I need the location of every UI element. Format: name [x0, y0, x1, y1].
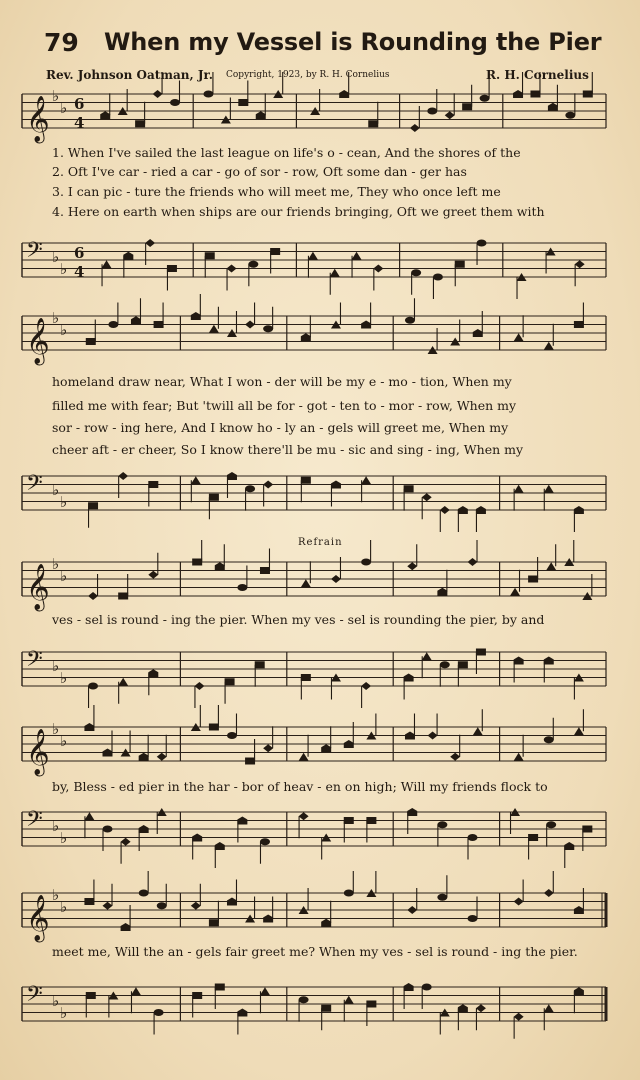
note-head [544, 1004, 554, 1012]
treble-clef-icon: 𝄞 [26, 96, 50, 142]
note-head [344, 996, 354, 1004]
hymn-number: 79 [44, 28, 79, 57]
words-credit: Rev. Johnson Oatman, Jr. [46, 68, 213, 82]
flat-icon: ♭ [60, 493, 68, 511]
refrain-label: Refrain [298, 537, 343, 548]
flat-icon: ♭ [52, 657, 60, 675]
time-signature-top: 6 [74, 244, 85, 262]
bass-clef-icon: 𝄢 [26, 982, 43, 1012]
lyric-verse-4: 4. Here on earth when ships are our friends bringing, Oft we greet them with [52, 204, 545, 219]
lyric-verse-4-line-2: cheer aft - er cheer, So I know there'll be mu - sic and sing - ing, When my [52, 442, 524, 457]
note-head [458, 1004, 468, 1012]
treble-clef-icon: 𝄞 [26, 564, 50, 610]
note-head [86, 992, 96, 999]
flat-icon: ♭ [60, 99, 68, 117]
lyric-verse-2: 2. Oft I've car - ried a car - go of sor - row, Oft some dan - ger has [52, 164, 467, 179]
flat-icon: ♭ [60, 567, 68, 585]
lyric-refrain-2: by, Bless - ed pier in the har - bor of heav - en on high; Will my friends flock to [52, 779, 548, 794]
note-head [192, 992, 202, 999]
note-head [260, 987, 270, 995]
treble-clef-icon: 𝄞 [26, 895, 50, 941]
flat-icon: ♭ [52, 309, 60, 327]
flat-icon: ♭ [52, 992, 60, 1010]
flat-icon: ♭ [52, 248, 60, 266]
flat-icon: ♭ [60, 1004, 68, 1022]
copyright-notice: Copyright, 1923, by R. H. Cornelius [226, 70, 390, 80]
treble-clef-icon: 𝄞 [26, 318, 50, 364]
flat-icon: ♭ [60, 898, 68, 916]
note-head [514, 1013, 524, 1021]
note-head [237, 1009, 247, 1017]
lyric-verse-1: 1. When I've sailed the last league on life's o - cean, And the shores of the [52, 145, 521, 160]
lyric-refrain-3: meet me, Will the an - gels fair greet me? When my ves - sel is round - ing the pier. [52, 944, 578, 959]
lyric-verse-3: 3. I can pic - ture the friends who will meet me, They who once left me [52, 184, 501, 199]
time-signature-bottom: 4 [74, 114, 85, 132]
lyric-verse-2-line-2: filled me with fear; But 'twill all be for - got - ten to - mor - row, When my [52, 398, 517, 413]
lyric-refrain-1: ves - sel is round - ing the pier. When my ves - sel is rounding the pier, by and [52, 612, 545, 627]
flat-icon: ♭ [60, 829, 68, 847]
note-head [366, 1001, 376, 1008]
flat-icon: ♭ [60, 260, 68, 278]
flat-icon: ♭ [52, 817, 60, 835]
treble-clef-icon: 𝄞 [26, 729, 50, 775]
time-signature-top: 6 [74, 95, 85, 113]
hymn-title: When my Vessel is Rounding the Pier [104, 28, 602, 56]
time-signature-bottom: 4 [74, 263, 85, 281]
note-head [154, 1009, 164, 1016]
music-credit: R. H. Cornelius [486, 68, 589, 82]
bass-clef-icon: 𝄢 [26, 471, 43, 501]
bass-clef-icon: 𝄢 [26, 647, 43, 677]
bass-clef-icon: 𝄢 [26, 238, 43, 268]
flat-icon: ♭ [52, 87, 60, 105]
note-head [476, 1004, 486, 1012]
flat-icon: ♭ [60, 321, 68, 339]
flat-icon: ♭ [52, 555, 60, 573]
flat-icon: ♭ [52, 886, 60, 904]
lyric-verse-1-line-2: homeland draw near, What I won - der will be my e - mo - tion, When my [52, 374, 512, 389]
bass-clef-icon: 𝄢 [26, 807, 43, 837]
note-head [131, 987, 141, 995]
note-head [404, 983, 414, 991]
flat-icon: ♭ [52, 720, 60, 738]
note-head [215, 984, 225, 991]
note-head [422, 984, 432, 991]
note-head [321, 1005, 331, 1012]
flat-icon: ♭ [60, 669, 68, 687]
note-head [299, 996, 309, 1003]
flat-icon: ♭ [52, 481, 60, 499]
note-head [574, 987, 584, 995]
flat-icon: ♭ [60, 732, 68, 750]
lyric-verse-3-line-2: sor - row - ing here, And I know ho - ly an - gels will greet me, When my [52, 420, 509, 435]
